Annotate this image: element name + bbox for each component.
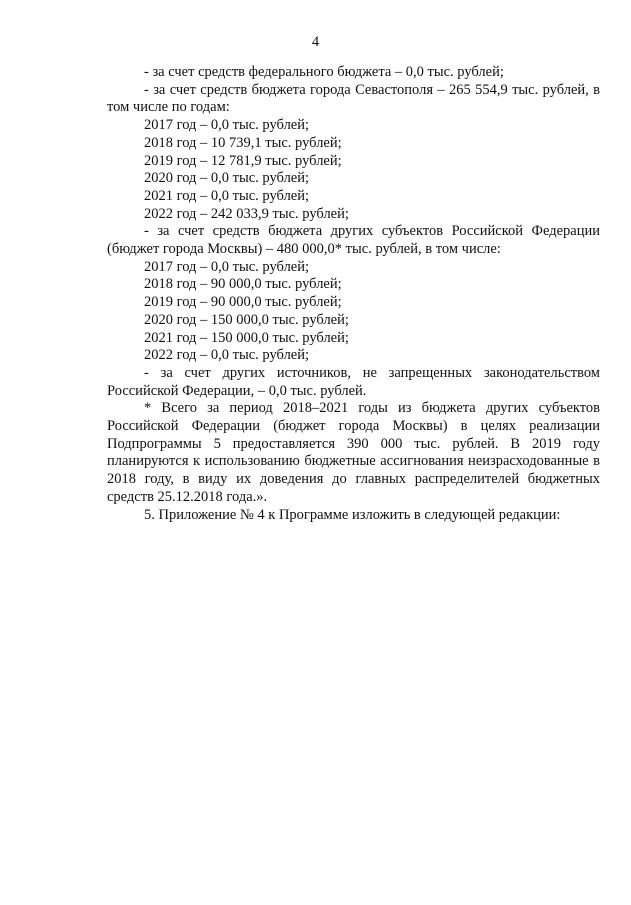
bullet-other-sources: - за счет других источников, не запрещенных законодательством Российской Федерации, – 0,0 тыс. рублей.	[107, 364, 600, 399]
year-line: 2020 год – 150 000,0 тыс. рублей;	[144, 311, 349, 328]
appendix-instruction: 5. Приложение № 4 к Программе изложить в следующей редакции:	[144, 506, 561, 523]
page-number: 4	[311, 34, 320, 50]
year-line: 2017 год – 0,0 тыс. рублей;	[144, 117, 310, 134]
year-line: 2022 год – 0,0 тыс. рублей;	[144, 347, 310, 364]
bullet-sevastopol-budget: - за счет средств бюджета города Севастополя – 265 554,9 тыс. рублей, в том числе по годам:	[107, 81, 600, 116]
bullet-moscow-budget: - за счет средств бюджета других субъектов Российской Федерации (бюджет города Москвы) – 480 000,0* тыс. рублей, в том числе:	[107, 223, 600, 258]
year-line: 2019 год – 90 000,0 тыс. рублей;	[144, 294, 342, 311]
year-line: 2018 год – 10 739,1 тыс. рублей;	[144, 134, 342, 151]
year-line: 2017 год – 0,0 тыс. рублей;	[144, 258, 310, 275]
document-body	[107, 64, 600, 524]
bullet-federal-budget: - за счет средств федерального бюджета – 0,0 тыс. рублей;	[144, 64, 504, 80]
year-line: 2020 год – 0,0 тыс. рублей;	[144, 170, 310, 187]
year-line: 2022 год – 242 033,9 тыс. рублей;	[144, 205, 349, 222]
footnote-paragraph: * Всего за период 2018–2021 годы из бюджета других субъектов Российской Федерации (бюджет города Москвы) в целях реализации Подпрограммы 5 предоставляется 390 000 тыс. рублей. В 2019 году планируются к использованию бюджетные ассигнования неизрасходованные в 2018 году, в виду их доведения до главных распределителей бюджетных средств 25.12.2018 года.».	[107, 400, 600, 505]
year-line: 2021 год – 150 000,0 тыс. рублей;	[144, 329, 349, 346]
year-line: 2021 год – 0,0 тыс. рублей;	[144, 187, 310, 204]
year-line: 2018 год – 90 000,0 тыс. рублей;	[144, 276, 342, 293]
year-line: 2019 год – 12 781,9 тыс. рублей;	[144, 152, 342, 169]
